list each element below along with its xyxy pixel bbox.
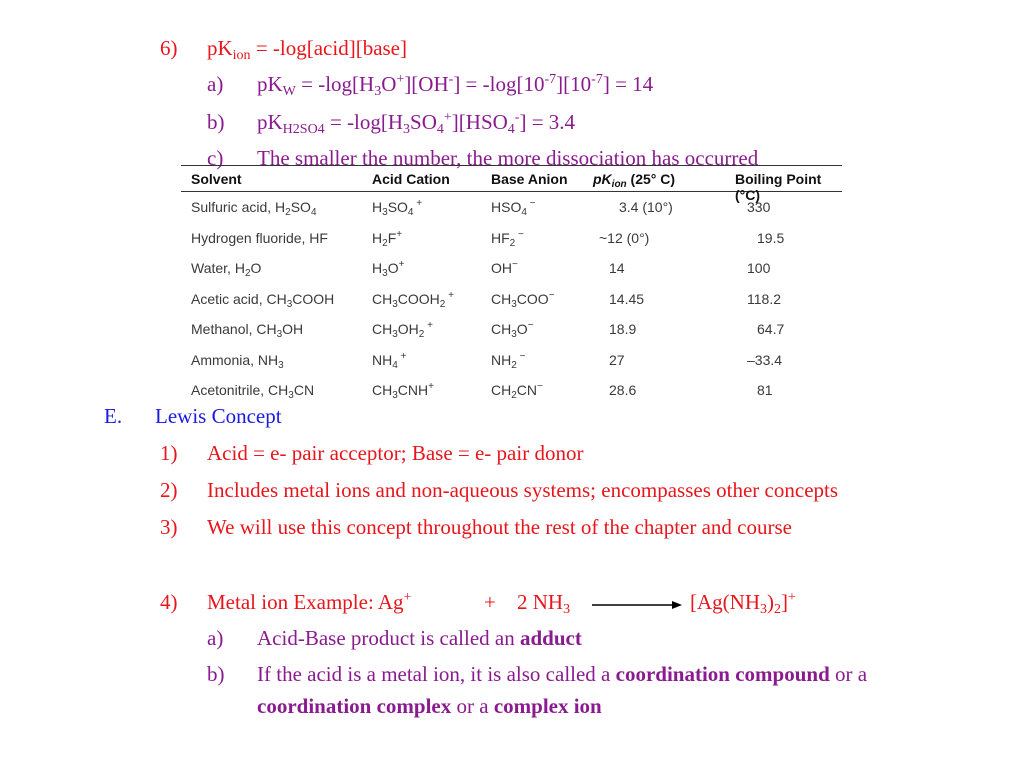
coordination-complex-term: coordination complex xyxy=(257,694,452,718)
cell-base-anion: $CH_3COO^-$ xyxy=(491,289,555,310)
reaction-arrow-icon xyxy=(592,590,682,619)
coordination-compound-term: coordination compound xyxy=(615,662,830,686)
table-row xyxy=(181,199,842,229)
cell-pkion: 28.6 xyxy=(609,382,637,398)
cell-acid-cation: $H_3O^+$ xyxy=(372,259,405,279)
cell-boiling-point: 81 xyxy=(757,382,773,398)
cell-base-anion: $HSO_4$ − xyxy=(491,198,536,218)
cell-solvent: Sulfuric acid, $H_2SO_4$ xyxy=(191,199,317,218)
cell-base-anion: $CH_3O^-$ xyxy=(491,320,534,340)
item-6b-equation: $pK_{H2SO4} = -\log[H_3SO_4^+][HSO_4^-] = 3.4$ xyxy=(257,110,576,137)
cell-pkion: 14 xyxy=(609,260,625,276)
lewis-item-4-number: 4) xyxy=(160,590,178,614)
item-6a-equation: $pK_W = -\log[H_3O^+][OH^-] = -\log[10^{-7}][10^{-7}] = 14$ xyxy=(257,72,654,99)
cell-base-anion: $HF_2$ − xyxy=(491,228,524,249)
cell-boiling-point: 19.5 xyxy=(757,229,785,246)
cell-boiling-point: 64.7 xyxy=(757,321,785,337)
section-e-letter: E. xyxy=(104,404,123,428)
lewis-item-3-text: We will use this concept throughout the rest of the chapter and course xyxy=(207,515,792,539)
cell-acid-cation: $CH_3CNH^+$ xyxy=(372,381,434,401)
section-e-title: Lewis Concept xyxy=(155,404,282,428)
table-header xyxy=(181,165,842,203)
header-boiling-point: Boiling Point (°C) xyxy=(735,171,822,203)
cell-boiling-point: –33.4 xyxy=(747,351,783,368)
cell-acid-cation: $H_3SO_4$ + xyxy=(372,198,423,218)
table-row xyxy=(181,260,842,290)
lewis-item-1-number: 1) xyxy=(160,441,178,465)
cell-pkion: 18.9 xyxy=(609,321,637,337)
cell-pkion: ~12 (0°) xyxy=(599,229,650,246)
cell-pkion: 14.45 xyxy=(609,290,645,307)
item-4b-text-line1: If the acid is a metal ion, it is also called a coordination compound or a xyxy=(257,662,868,686)
complex-ion-term: complex ion xyxy=(493,694,602,718)
lewis-item-2-text: Includes metal ions and non-aqueous systems; encompasses other concepts xyxy=(207,478,839,502)
cell-boiling-point: 118.2 xyxy=(747,290,781,307)
cell-boiling-point: 330 xyxy=(747,199,771,215)
header-solvent: Solvent xyxy=(191,171,242,187)
cell-acid-cation: $NH_4$ + xyxy=(372,350,407,371)
item-4b-letter: b) xyxy=(207,662,225,686)
item-6-number: 6) xyxy=(160,36,178,60)
header-acid-cation: Acid Cation xyxy=(372,171,450,187)
item-6b-letter: b) xyxy=(207,110,225,134)
cell-solvent: Ammonia, $NH_3$ xyxy=(191,351,284,371)
table-row xyxy=(181,291,842,321)
complex-product: $[Ag(NH_3)_2]^+$ xyxy=(690,590,796,617)
item-4a-text: Acid-Base product is called an adduct xyxy=(257,626,582,650)
cell-pkion: 3.4 (10°) xyxy=(619,199,673,215)
cell-boiling-point: 100 xyxy=(747,260,771,276)
cell-solvent: Water, $H_2O$ xyxy=(191,260,262,279)
adduct-term: adduct xyxy=(520,626,582,650)
cell-acid-cation: $CH_3OH_2$ + xyxy=(372,320,433,340)
item-6c-text: The smaller the number, the more dissociation has occurred xyxy=(257,146,759,170)
header-pkion: $pK_{ion}$ (25° C) xyxy=(593,171,676,190)
lewis-item-1-text: Acid = e- pair acceptor; Base = e- pair donor xyxy=(207,441,584,465)
cell-base-anion: $CH_2CN^-$ xyxy=(491,381,543,401)
lewis-item-2-number: 2) xyxy=(160,478,178,502)
item-4a-letter: a) xyxy=(207,626,224,650)
cell-solvent: Acetonitrile, $CH_3CN$ xyxy=(191,382,315,401)
table-row xyxy=(181,321,842,351)
lewis-item-3-number: 3) xyxy=(160,515,178,539)
item-6c-letter: c) xyxy=(207,146,224,170)
cell-acid-cation: $H_2F^+$ xyxy=(372,228,403,249)
cell-solvent: Methanol, $CH_3OH$ xyxy=(191,321,304,340)
table-row xyxy=(181,230,842,260)
cell-pkion: 27 xyxy=(609,351,625,368)
item-4b-text-line2: coordination complex or a complex ion xyxy=(257,694,602,718)
cell-solvent: Acetic acid, $CH_3COOH$ xyxy=(191,290,335,310)
item-6-text: $pK_{ion}$ = -log[acid][base] xyxy=(207,36,407,63)
cell-acid-cation: $CH_3COOH_2$ + xyxy=(372,289,454,310)
item-6a-letter: a) xyxy=(207,72,224,96)
table-row xyxy=(181,352,842,382)
cell-base-anion: OH− xyxy=(491,259,518,276)
cell-solvent: Hydrogen fluoride, HF xyxy=(191,229,328,246)
metal-ion-example-lead: Metal ion Example: Ag+ xyxy=(207,590,412,614)
plus-sign: + xyxy=(484,590,496,614)
header-base-anion: Base Anion xyxy=(491,171,568,187)
ammonia-reactant: 2 $NH_3$ xyxy=(517,590,571,617)
cell-base-anion: $NH_2$ − xyxy=(491,350,526,371)
